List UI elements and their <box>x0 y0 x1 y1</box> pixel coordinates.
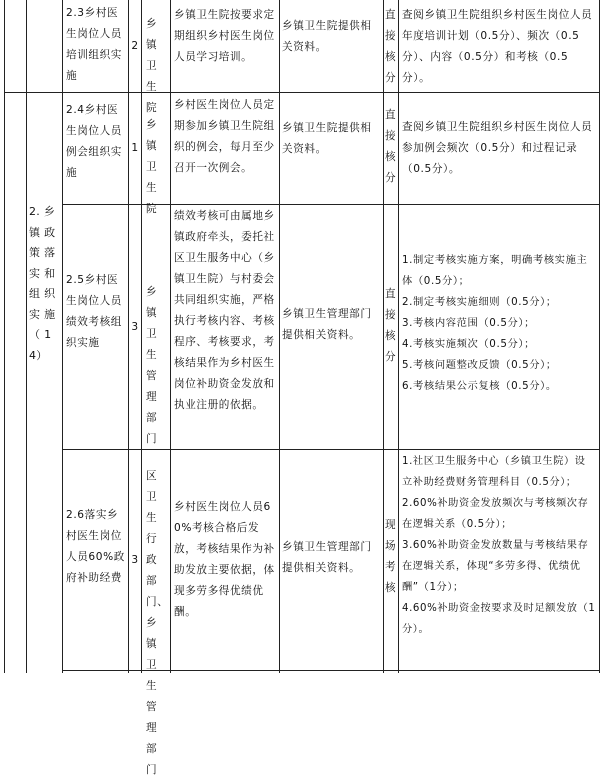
materials-text: 乡镇卫生管理部门提供相关资料。 <box>282 541 372 574</box>
criteria-item: 1.社区卫生服务中心（乡镇卫生院）设立补助经费财务管理科目（0.5分）； <box>402 456 586 488</box>
responsible-party: 乡镇卫生院 <box>146 119 158 215</box>
section-label-line: （ 1 <box>29 328 52 341</box>
section-label-line: 4） <box>29 348 48 362</box>
method-text: 直接核分 <box>385 288 397 363</box>
section-label-line: 实 施 <box>29 307 56 321</box>
score-cell <box>129 93 141 204</box>
criteria-item: 4.60%补助资金按要求及时足额发放（1分）。 <box>402 603 596 635</box>
item-name: 2.3乡村医生岗位人员培训组织实施 <box>66 7 122 82</box>
responsible-party: 乡镇卫生管理部门 <box>146 286 158 445</box>
criteria-item: 2.制定考核实施细则（0.5分）； <box>402 296 557 308</box>
criteria-item: 3.考核内容范围（0.5分）； <box>402 317 536 329</box>
criteria-cell <box>399 5 599 92</box>
score-cell <box>129 450 141 670</box>
criteria-item: 查阅乡镇卫生院组织乡村医生岗位人员参加例会频次（0.5分）和过程记录（0.5分）。 <box>402 121 593 175</box>
row-divider <box>62 670 600 671</box>
criteria-item: 2.60%补助资金发放频次与考核频次存在逻辑关系（0.5分）； <box>402 498 589 530</box>
method-text: 现场考核 <box>385 519 397 594</box>
responsible-party: 区卫生行政部门、乡镇卫生管理部门 <box>146 470 169 776</box>
section-label-line: 组 织 <box>29 287 56 300</box>
section-label-line: 策 落 <box>29 246 56 259</box>
score-value: 3 <box>131 320 139 333</box>
criteria-item: 4.考核实施频次（0.5分）； <box>402 338 536 350</box>
table-border-left <box>4 0 5 673</box>
item-name: 2.5乡村医生岗位人员绩效考核组织实施 <box>66 274 122 349</box>
responsible-party: 乡镇卫生院 <box>146 18 158 114</box>
score-value: 1 <box>131 142 139 154</box>
method-text: 直接核分 <box>385 9 397 84</box>
criteria-cell <box>399 451 599 670</box>
criteria-item: 查阅乡镇卫生院组织乡村医生岗位人员年度培训计划（0.5分）、频次（0.5分）、内容（0.5分）和考核（0.5分）。 <box>402 9 593 84</box>
materials-text: 乡镇卫生管理部门提供相关资料。 <box>282 308 372 341</box>
criteria-item: 3.60%补助资金发放数量与考核结果存在逻辑关系，体现“多劳多得、优绩优酬”（1分）； <box>402 540 589 593</box>
score-cell <box>129 205 141 449</box>
row-divider <box>62 449 600 450</box>
requirement-text: 乡镇卫生院按要求定期组织乡村医生岗位人员学习培训。 <box>174 9 275 63</box>
section-label-line: 实 和 <box>29 266 56 280</box>
section-label-line: 镇 政 <box>29 225 56 239</box>
criteria-item: 1.制定考核实施方案，明确考核实施主体（0.5分）； <box>402 254 588 287</box>
requirement-text: 乡村医生岗位人员60%考核合格后发放，考核结果作为补助发放主要依据，体现多劳多得优绩优酬。 <box>174 501 275 618</box>
score-value: 2 <box>131 39 139 52</box>
score-value: 3 <box>131 553 139 566</box>
section-label-line: 2. 乡 <box>29 205 56 218</box>
item-name: 2.4乡村医生岗位人员例会组织实施 <box>66 104 122 179</box>
materials-text: 乡镇卫生院提供相关资料。 <box>282 20 372 53</box>
table-border-right <box>599 0 600 673</box>
criteria-cell <box>399 250 599 410</box>
requirement-text: 绩效考核可由属地乡镇政府牵头，委托社区卫生服务中心（乡镇卫生院）与村委会共同组织实施，严格执行考核内容、考核程序、考核要求，考核结果作为乡村医生岗位补助资金发放和执业注册的依据。 <box>174 210 275 411</box>
criteria-item: 5.考核问题整改反馈（0.5分）； <box>402 359 557 371</box>
method-text: 直接核分 <box>385 109 397 184</box>
row-divider <box>62 204 600 205</box>
criteria-item: 6.考核结果公示复核（0.5分）。 <box>402 380 557 392</box>
criteria-cell <box>399 117 599 204</box>
row-divider <box>4 92 600 93</box>
item-name: 2.6落实乡村医生岗位人员60%政府补助经费 <box>66 509 125 584</box>
score-cell <box>129 0 141 92</box>
requirement-text: 乡村医生岗位人员定期参加乡镇卫生院组织的例会，每月至少召开一次例会。 <box>174 99 275 174</box>
materials-text: 乡镇卫生院提供相关资料。 <box>282 122 372 155</box>
section-label <box>26 92 62 673</box>
